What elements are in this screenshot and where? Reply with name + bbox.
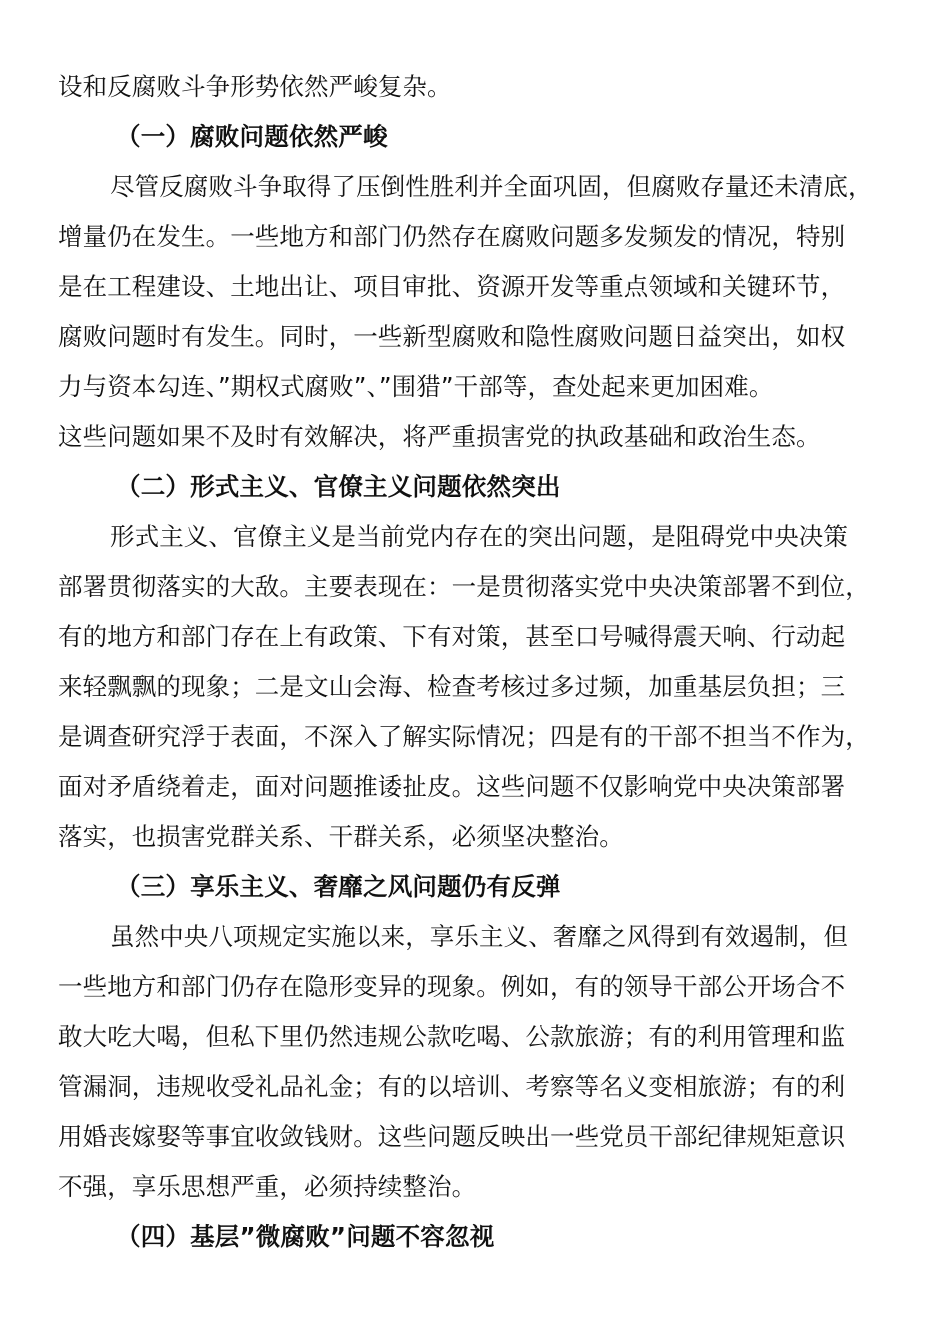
section-heading-4: （四）基层”微腐败”问题不容忽视 bbox=[116, 1222, 495, 1251]
paragraph-line: 一些地方和部门仍存在隐形变异的现象。例如，有的领导干部公开场合不 bbox=[58, 972, 846, 1001]
paragraph-line: 虽然中央八项规定实施以来，享乐主义、奢靡之风得到有效遏制，但 bbox=[110, 922, 848, 951]
paragraph-line: 不强，享乐思想严重，必须持续整治。 bbox=[58, 1172, 477, 1201]
paragraph-line: 尽管反腐败斗争取得了压倒性胜利并全面巩固，但腐败存量还未清底， bbox=[110, 172, 873, 201]
paragraph-line: 部署贯彻落实的大敌。主要表现在：一是贯彻落实党中央决策部署不到位， bbox=[58, 572, 870, 601]
paragraph-line: 管漏洞，违规收受礼品礼金；有的以培训、考察等名义变相旅游；有的利 bbox=[58, 1072, 846, 1101]
paragraph-line: 落实，也损害党群关系、干群关系，必须坚决整治。 bbox=[58, 822, 624, 851]
section-heading-2: （二）形式主义、官僚主义问题依然突出 bbox=[116, 472, 561, 501]
paragraph-line: 这些问题如果不及时有效解决，将严重损害党的执政基础和政治生态。 bbox=[58, 422, 821, 451]
paragraph-line: 有的地方和部门存在上有政策、下有对策，甚至口号喊得震天响、行动起 bbox=[58, 622, 846, 651]
paragraph-line: 来轻飘飘的现象；二是文山会海、检查考核过多过频，加重基层负担；三 bbox=[58, 672, 846, 701]
paragraph-line: 增量仍在发生。一些地方和部门仍然存在腐败问题多发频发的情况，特别 bbox=[58, 222, 846, 251]
paragraph-line: 力与资本勾连、”期权式腐败”、”围猎”干部等，查处起来更加困难。 bbox=[58, 372, 774, 401]
paragraph-line: 面对矛盾绕着走，面对问题推诿扯皮。这些问题不仅影响党中央决策部署 bbox=[58, 772, 846, 801]
paragraph-line: 是在工程建设、土地出让、项目审批、资源开发等重点领域和关键环节， bbox=[58, 272, 846, 301]
paragraph-continuation: 设和反腐败斗争形势依然严峻复杂。 bbox=[58, 72, 452, 101]
paragraph-line: 是调查研究浮于表面，不深入了解实际情况；四是有的干部不担当不作为， bbox=[58, 722, 870, 751]
section-heading-1: （一）腐败问题依然严峻 bbox=[116, 122, 388, 151]
paragraph-line: 敢大吃大喝，但私下里仍然违规公款吃喝、公款旅游；有的利用管理和监 bbox=[58, 1022, 846, 1051]
paragraph-line: 用婚丧嫁娶等事宜收敛钱财。这些问题反映出一些党员干部纪律规矩意识 bbox=[58, 1122, 846, 1151]
document-body bbox=[58, 62, 898, 1262]
section-heading-3: （三）享乐主义、奢靡之风问题仍有反弹 bbox=[116, 872, 561, 901]
paragraph-line: 形式主义、官僚主义是当前党内存在的突出问题，是阻碍党中央决策 bbox=[110, 522, 848, 551]
paragraph-line: 腐败问题时有发生。同时，一些新型腐败和隐性腐败问题日益突出，如权 bbox=[58, 322, 846, 351]
